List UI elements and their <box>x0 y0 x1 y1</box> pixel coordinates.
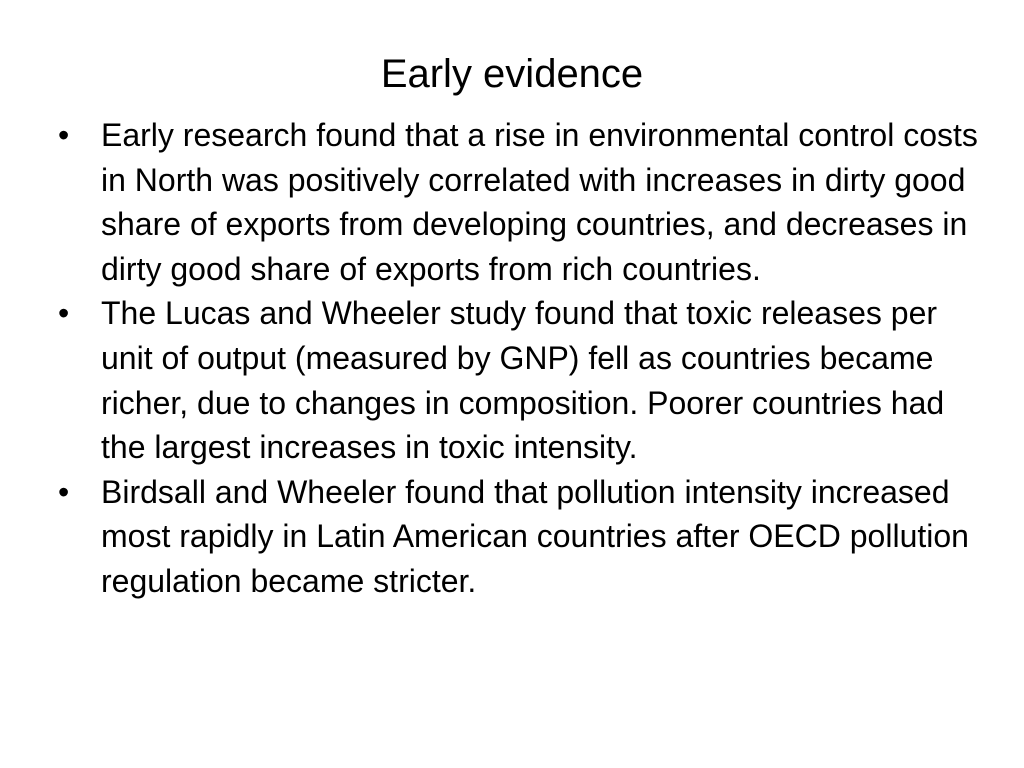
slide-title: Early evidence <box>380 52 644 96</box>
bullet-item <box>58 113 978 291</box>
bullet-text: Early research found that a rise in environmental control costs in North was positively correlated with increases in dirty good share of exports from developing countries, and decreases in dirty good share of exports from rich countries. <box>101 117 978 287</box>
bullet-marker-icon: • <box>58 117 70 153</box>
bullet-item <box>58 291 978 469</box>
bullet-text: The Lucas and Wheeler study found that toxic releases per unit of output (measured by GNP) fell as countries became richer, due to changes in composition. Poorer countries had the largest increases in toxic intensity. <box>101 295 945 466</box>
bullet-item <box>58 470 978 604</box>
bullet-marker-icon: • <box>58 295 70 332</box>
bullet-text: Birdsall and Wheeler found that pollution intensity increased most rapidly in Latin American countries after OECD pollution regulation became stricter. <box>101 473 969 599</box>
bullet-marker-icon: • <box>58 473 70 510</box>
bullet-list <box>58 113 978 604</box>
